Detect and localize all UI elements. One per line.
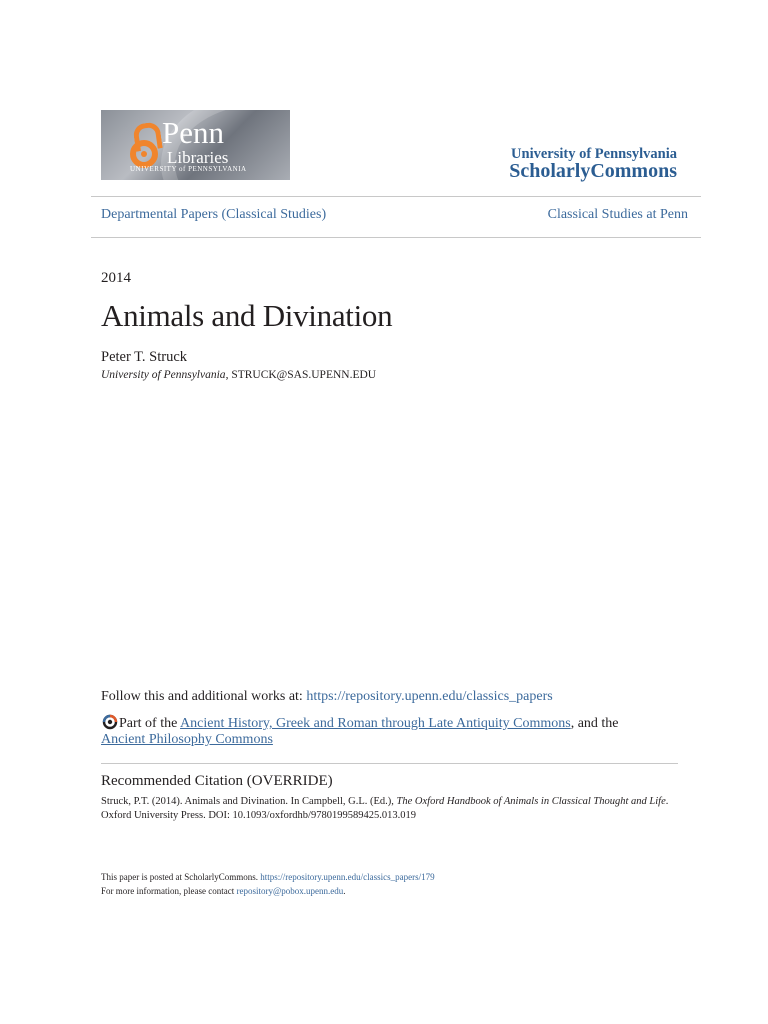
publication-year: 2014 [101,270,131,286]
follow-line [101,689,553,705]
commons-link-ancient-philosophy[interactable]: Ancient Philosophy Commons [101,732,273,747]
author-affiliation [101,369,376,381]
follow-url-link[interactable]: https://repository.upenn.edu/classics_papers [306,689,553,704]
citation-text: Struck, P.T. (2014). Animals and Divination. In Campbell, G.L. (Ed.), [101,796,397,807]
citation-divider [101,763,678,764]
citation-book-title: The Oxford Handbook of Animals in Classical Thought and Life [396,796,666,807]
logo-university-text: UNIVERSITY of PENNSYLVANIA [130,165,247,173]
citation-line-1 [101,796,668,807]
series-link[interactable]: Departmental Papers (Classical Studies) [101,207,327,222]
posted-line [101,872,435,882]
contact-line [101,886,346,896]
author-email: , STRUCK@SAS.UPENN.EDU [225,369,377,381]
affiliation-name: University of Pennsylvania [101,369,226,381]
citation-line-2: Oxford University Press. DOI: 10.1093/oxfordhb/9780199589425.013.019 [101,810,416,821]
nav-divider [91,237,701,238]
repository-university[interactable]: University of Pennsylvania [511,146,677,162]
part-of-line-2 [101,732,273,748]
citation-period: . [665,796,669,807]
part-of-line [101,712,619,732]
penn-libraries-logo[interactable] [101,110,290,180]
part-of-prefix: Part of the [119,716,181,731]
contact-email-link[interactable]: repository@pobox.upenn.edu [236,886,344,896]
open-access-lock-body [130,140,158,168]
department-link[interactable]: Classical Studies at Penn [547,207,688,222]
repository-name[interactable]: ScholarlyCommons [509,160,677,182]
part-of-middle: , and the [570,716,619,731]
posted-label: This paper is posted at ScholarlyCommons. [101,872,261,882]
header-divider [91,196,701,197]
logo-libraries-text: Libraries [167,148,229,167]
logo-penn-text: Penn [162,115,224,150]
citation-heading: Recommended Citation (OVERRIDE) [101,773,333,789]
posted-url-link[interactable]: https://repository.upenn.edu/classics_papers/179 [260,872,435,882]
contact-end: . [343,886,346,896]
contact-label: For more information, please contact [101,886,237,896]
paper-title: Animals and Divination [101,298,393,333]
network-commons-icon [101,712,119,730]
commons-link-ancient-history[interactable]: Ancient History, Greek and Roman through Late Antiquity Commons [180,716,571,731]
follow-label: Follow this and additional works at: [101,689,307,704]
author-name: Peter T. Struck [101,349,188,365]
